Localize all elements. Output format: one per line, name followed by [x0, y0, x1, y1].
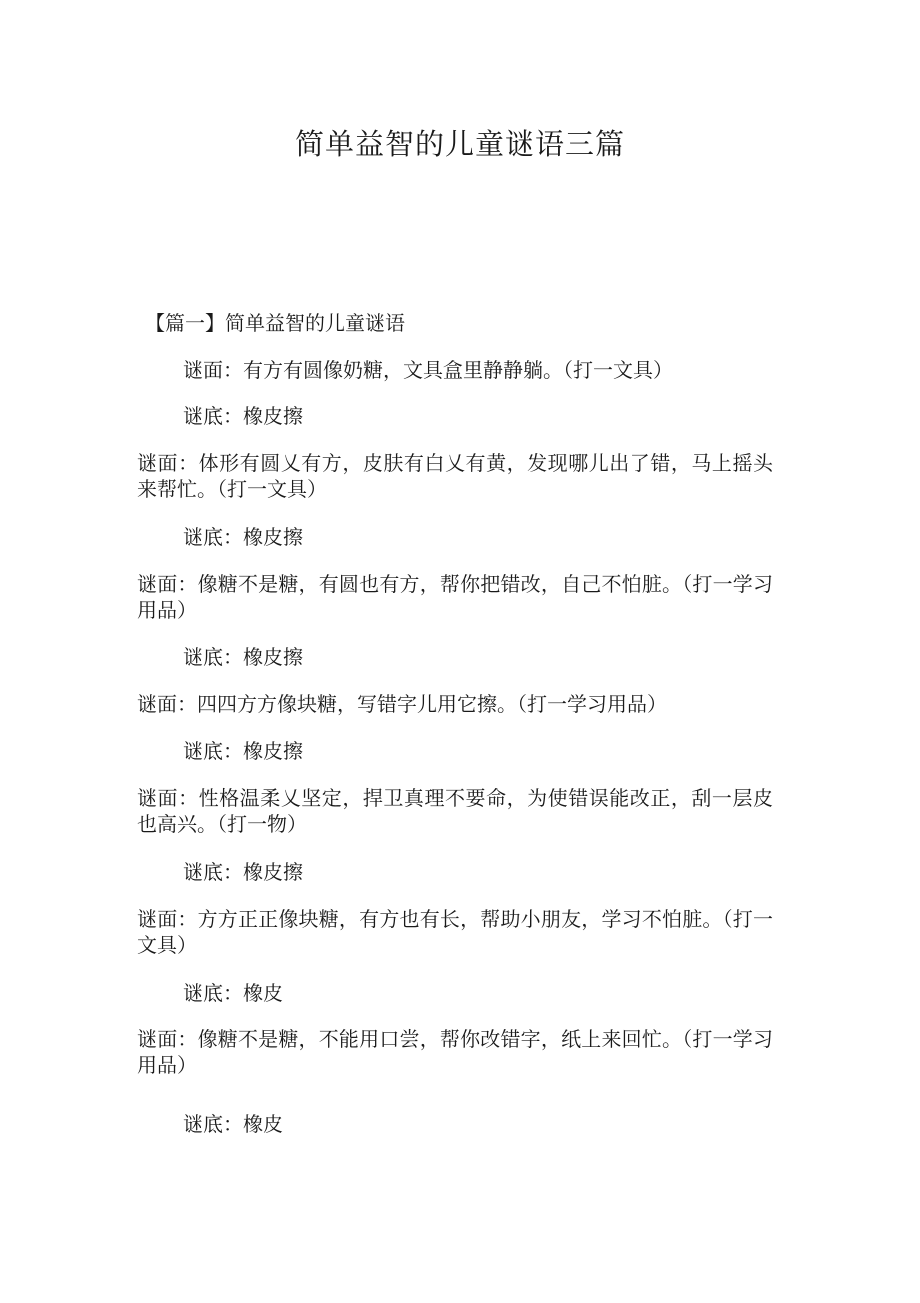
- riddle-answer: 谜底：橡皮: [183, 981, 283, 1005]
- riddle-question: 谜面：像糖不是糖，有圆也有方，帮你把错改，自己不怕脏。（打一学习用品）: [137, 572, 773, 622]
- riddle-question: 谜面：方方正正像块糖，有方也有长，帮助小朋友，学习不怕脏。（打一文具）: [137, 907, 773, 957]
- riddle-question: 谜面：四四方方像块糖，写错字儿用它擦。（打一学习用品）: [137, 692, 667, 716]
- riddle-question: 谜面：性格温柔乂坚定，捍卫真理不要命，为使错误能改正，刮一层皮也高兴。（打一物）: [137, 786, 773, 836]
- riddle-answer: 谜底：橡皮: [183, 1112, 283, 1136]
- document-title: 简单益智的儿童谜语三篇: [294, 127, 625, 161]
- riddle-answer: 谜底：橡皮擦: [183, 525, 303, 549]
- riddle-answer: 谜底：橡皮擦: [183, 404, 303, 428]
- section-heading: 【篇一】简单益智的儿童谜语: [145, 311, 405, 335]
- riddle-answer: 谜底：橡皮擦: [183, 645, 303, 669]
- riddle-question: 谜面：像糖不是糖，不能用口尝，帮你改错字，纸上来回忙。（打一学习用品）: [137, 1027, 773, 1077]
- riddle-question: 谜面：体形有圆乂有方，皮肤有白乂有黄，发现哪儿出了错，马上摇头来帮忙。（打一文具）: [137, 451, 773, 501]
- riddle-answer: 谜底：橡皮擦: [183, 860, 303, 884]
- riddle-question: 谜面：有方有圆像奶糖，文具盒里静静躺。（打一文具）: [183, 358, 673, 382]
- riddle-answer: 谜底：橡皮擦: [183, 739, 303, 763]
